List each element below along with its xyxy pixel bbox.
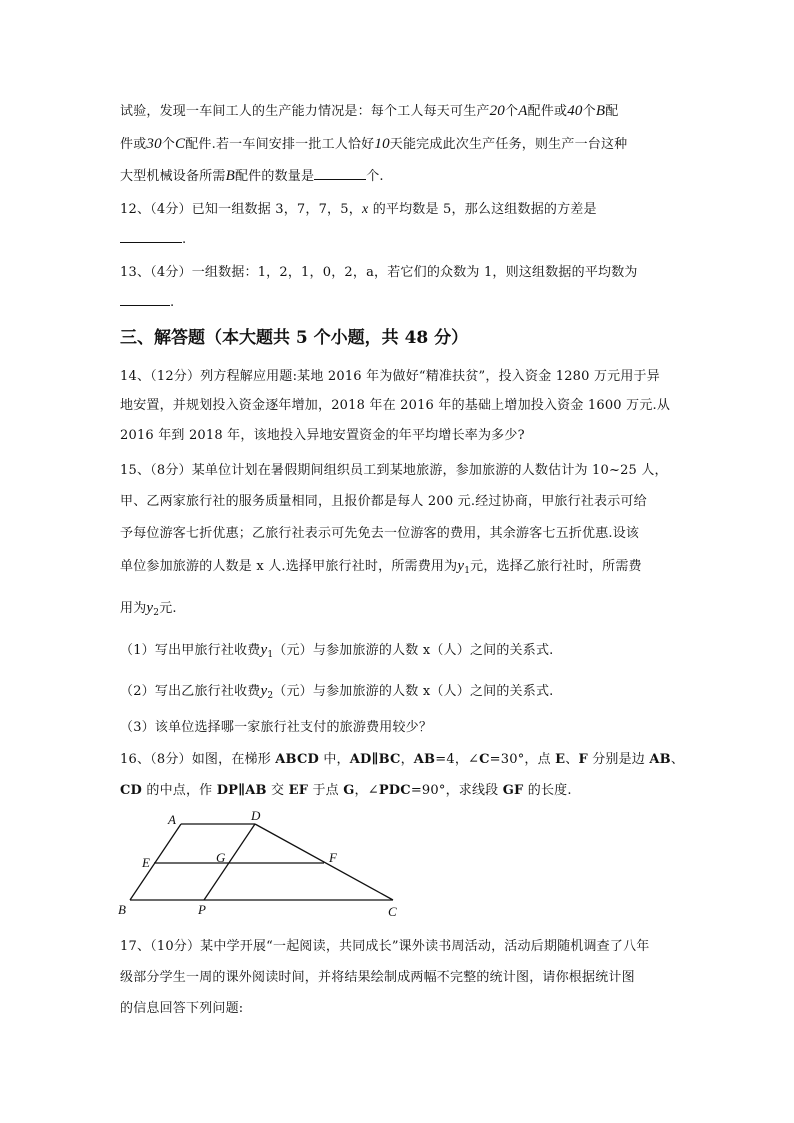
q11-text: 大型机械设备所需	[120, 169, 226, 184]
q15-subscript: 2	[153, 608, 160, 618]
q11-number: 40	[567, 103, 583, 119]
q16-line-1	[120, 748, 684, 767]
q15-text: 元，选择乙旅行社时，所需费	[470, 559, 642, 574]
q16-text: 的长度.	[523, 783, 572, 798]
q13-line-2	[120, 293, 174, 310]
q15-subscript: 2	[267, 691, 274, 701]
q16-text: 、	[565, 752, 579, 767]
q15-variable: y	[457, 558, 465, 574]
q16-text: ，∠	[354, 783, 379, 798]
q15-line-4	[120, 555, 642, 576]
q16-text: GF	[502, 783, 524, 798]
q15-text: （元）与参加旅游的人数 x（人）之间的关系式.	[273, 643, 554, 658]
q15-line-1: 15、（8分）某单位计划在暑假期间组织员工到某地旅游，参加旅游的人数估计为 10~25 人，	[120, 463, 668, 478]
q15-subscript: 1	[464, 566, 471, 576]
q17-line-3: 的信息回答下列问题:	[120, 1001, 244, 1016]
q11-line-3	[120, 165, 384, 185]
q16-text: CD	[120, 783, 143, 798]
q11-text: 试验，发现一车间工人的生产能力情况是：每个工人每天可生产	[120, 104, 490, 119]
q16-text: =30°，点	[489, 752, 556, 767]
q15-variable: y	[260, 642, 268, 658]
label-e: E	[142, 855, 150, 870]
q11-text: 配件的数量是	[234, 169, 315, 184]
q15-text: 单位参加旅游的人数是 x 人.选择甲旅行社时，所需费用为	[120, 559, 458, 574]
q11-text: 个	[582, 104, 596, 119]
q15-part-1	[120, 639, 553, 660]
q16-text: 于点	[308, 783, 344, 798]
q16-text: G	[343, 783, 355, 798]
answer-blank	[314, 167, 366, 180]
q16-text: 的中点，作	[142, 783, 217, 798]
q11-text: 个	[505, 104, 519, 119]
q12-variable: x	[361, 202, 369, 217]
q11-number: 10	[374, 136, 390, 152]
q15-text: 用为	[120, 601, 147, 616]
trapezoid-figure	[110, 808, 410, 923]
segment-dc	[255, 824, 393, 900]
q13-text: 13、（4分）一组数据：1，2，1，0，2，a，若它们的众数为 1，则这组数据的平均数为	[120, 265, 638, 280]
label-f: F	[329, 850, 337, 865]
label-p: P	[198, 902, 206, 917]
q15-part-2	[120, 680, 553, 701]
q12-line-1	[120, 198, 597, 218]
q16-text: 中，	[319, 752, 350, 767]
q11-text: 个.	[366, 169, 384, 184]
q16-text: EF	[288, 783, 309, 798]
q11-symbol: A	[518, 103, 528, 119]
q11-text: 配件或	[527, 104, 568, 119]
q12-text: 的平均数是 5，那么这组数据的方差是	[368, 202, 597, 217]
q16-text: =90°，求线段	[410, 783, 503, 798]
q17-line-2: 级部分学生一周的课外阅读时间，并将结果绘制成两幅不完整的统计图，请你根据统计图	[120, 970, 635, 985]
q16-text: 交	[266, 783, 289, 798]
q11-symbol: B	[595, 103, 606, 119]
label-a: A	[168, 812, 176, 827]
q11-text: 配	[605, 104, 619, 119]
q11-number: 20	[489, 103, 506, 119]
q12-text: 12、（4分）已知一组数据 3，7，7，5，	[120, 202, 362, 217]
q13-text: .	[170, 295, 175, 310]
q11-text: 天能完成此次生产任务，则生产一台这种	[389, 137, 628, 152]
q15-line-2: 甲、乙两家旅行社的服务质量相同，且报价都是每人 200 元.经过协商，甲旅行社表示可给	[120, 494, 647, 509]
q11-text: 配件.若一车间安排一批工人恰好	[185, 137, 375, 152]
q15-subscript: 1	[267, 650, 274, 660]
q12-text: .	[182, 232, 187, 247]
label-b: B	[118, 902, 126, 917]
section-title: 三、解答题（本大题共 5 个小题，共 48 分）	[120, 328, 469, 348]
segment-dp	[204, 824, 255, 900]
answer-blank	[120, 293, 170, 306]
q15-part-3: （3）该单位选择哪一家旅行社支付的旅游费用较少？	[120, 720, 433, 735]
q16-text: 分别是边	[587, 752, 650, 767]
q11-symbol: C	[175, 136, 186, 152]
label-c: C	[388, 904, 397, 919]
q15-text: （1）写出甲旅行社收费	[120, 643, 261, 658]
q15-line-3: 予每位游客七折优惠；乙旅行社表示可先免去一位游客的费用，其余游客七五折优惠.设该	[120, 526, 640, 541]
q11-symbol: B	[225, 168, 235, 184]
q15-variable: y	[146, 600, 154, 616]
q16-text: ，	[400, 752, 414, 767]
answer-blank	[120, 230, 182, 243]
q11-text: 件或	[120, 137, 147, 152]
q16-text: AB	[413, 752, 436, 767]
segment-ab	[130, 824, 181, 900]
q16-text: DP∥AB	[216, 783, 267, 798]
q15-variable: y	[260, 683, 268, 699]
q16-line-2	[120, 779, 572, 798]
q16-text: C	[479, 752, 490, 767]
q13-line-1	[120, 261, 638, 280]
q17-line-1: 17、（10分）某中学开展“一起阅读，共同成长”课外读书周活动，活动后期随机调查了八年	[120, 939, 650, 954]
q15-text: （2）写出乙旅行社收费	[120, 684, 261, 699]
q11-line-1	[120, 100, 618, 120]
q16-text: =4，∠	[435, 752, 480, 767]
q14-line-2: 地安置，并规划投入资金逐年增加，2018 年在 2016 年的基础上增加投入资金 1600 万元.从	[120, 398, 671, 413]
q14-line-3: 2016 年到 2018 年，该地投入异地安置资金的年平均增长率为多少?	[120, 428, 525, 443]
q15-text: 元.	[159, 601, 177, 616]
q16-text: 、	[670, 752, 685, 767]
q16-text: F	[578, 752, 588, 767]
q14-line-1: 14、（12分）列方程解应用题:某地 2016 年为做好“精准扶贫”，投入资金 1280 万元用于异	[120, 369, 660, 384]
q16-text: PDC	[378, 783, 411, 798]
q16-text: AB	[649, 752, 671, 767]
q11-line-2	[120, 133, 627, 153]
q11-number: 30	[146, 136, 162, 152]
q11-text: 个	[161, 137, 176, 152]
q16-text: ABCD	[275, 752, 319, 767]
label-d: D	[251, 808, 261, 823]
q15-line-5	[120, 597, 177, 618]
q12-line-2	[120, 230, 186, 247]
q16-text: 16、（8分）如图，在梯形	[120, 752, 276, 767]
q16-text: E	[555, 752, 566, 767]
label-g: G	[216, 850, 226, 865]
q15-text: （元）与参加旅游的人数 x（人）之间的关系式.	[273, 684, 554, 699]
q16-text: AD∥BC	[349, 752, 401, 767]
